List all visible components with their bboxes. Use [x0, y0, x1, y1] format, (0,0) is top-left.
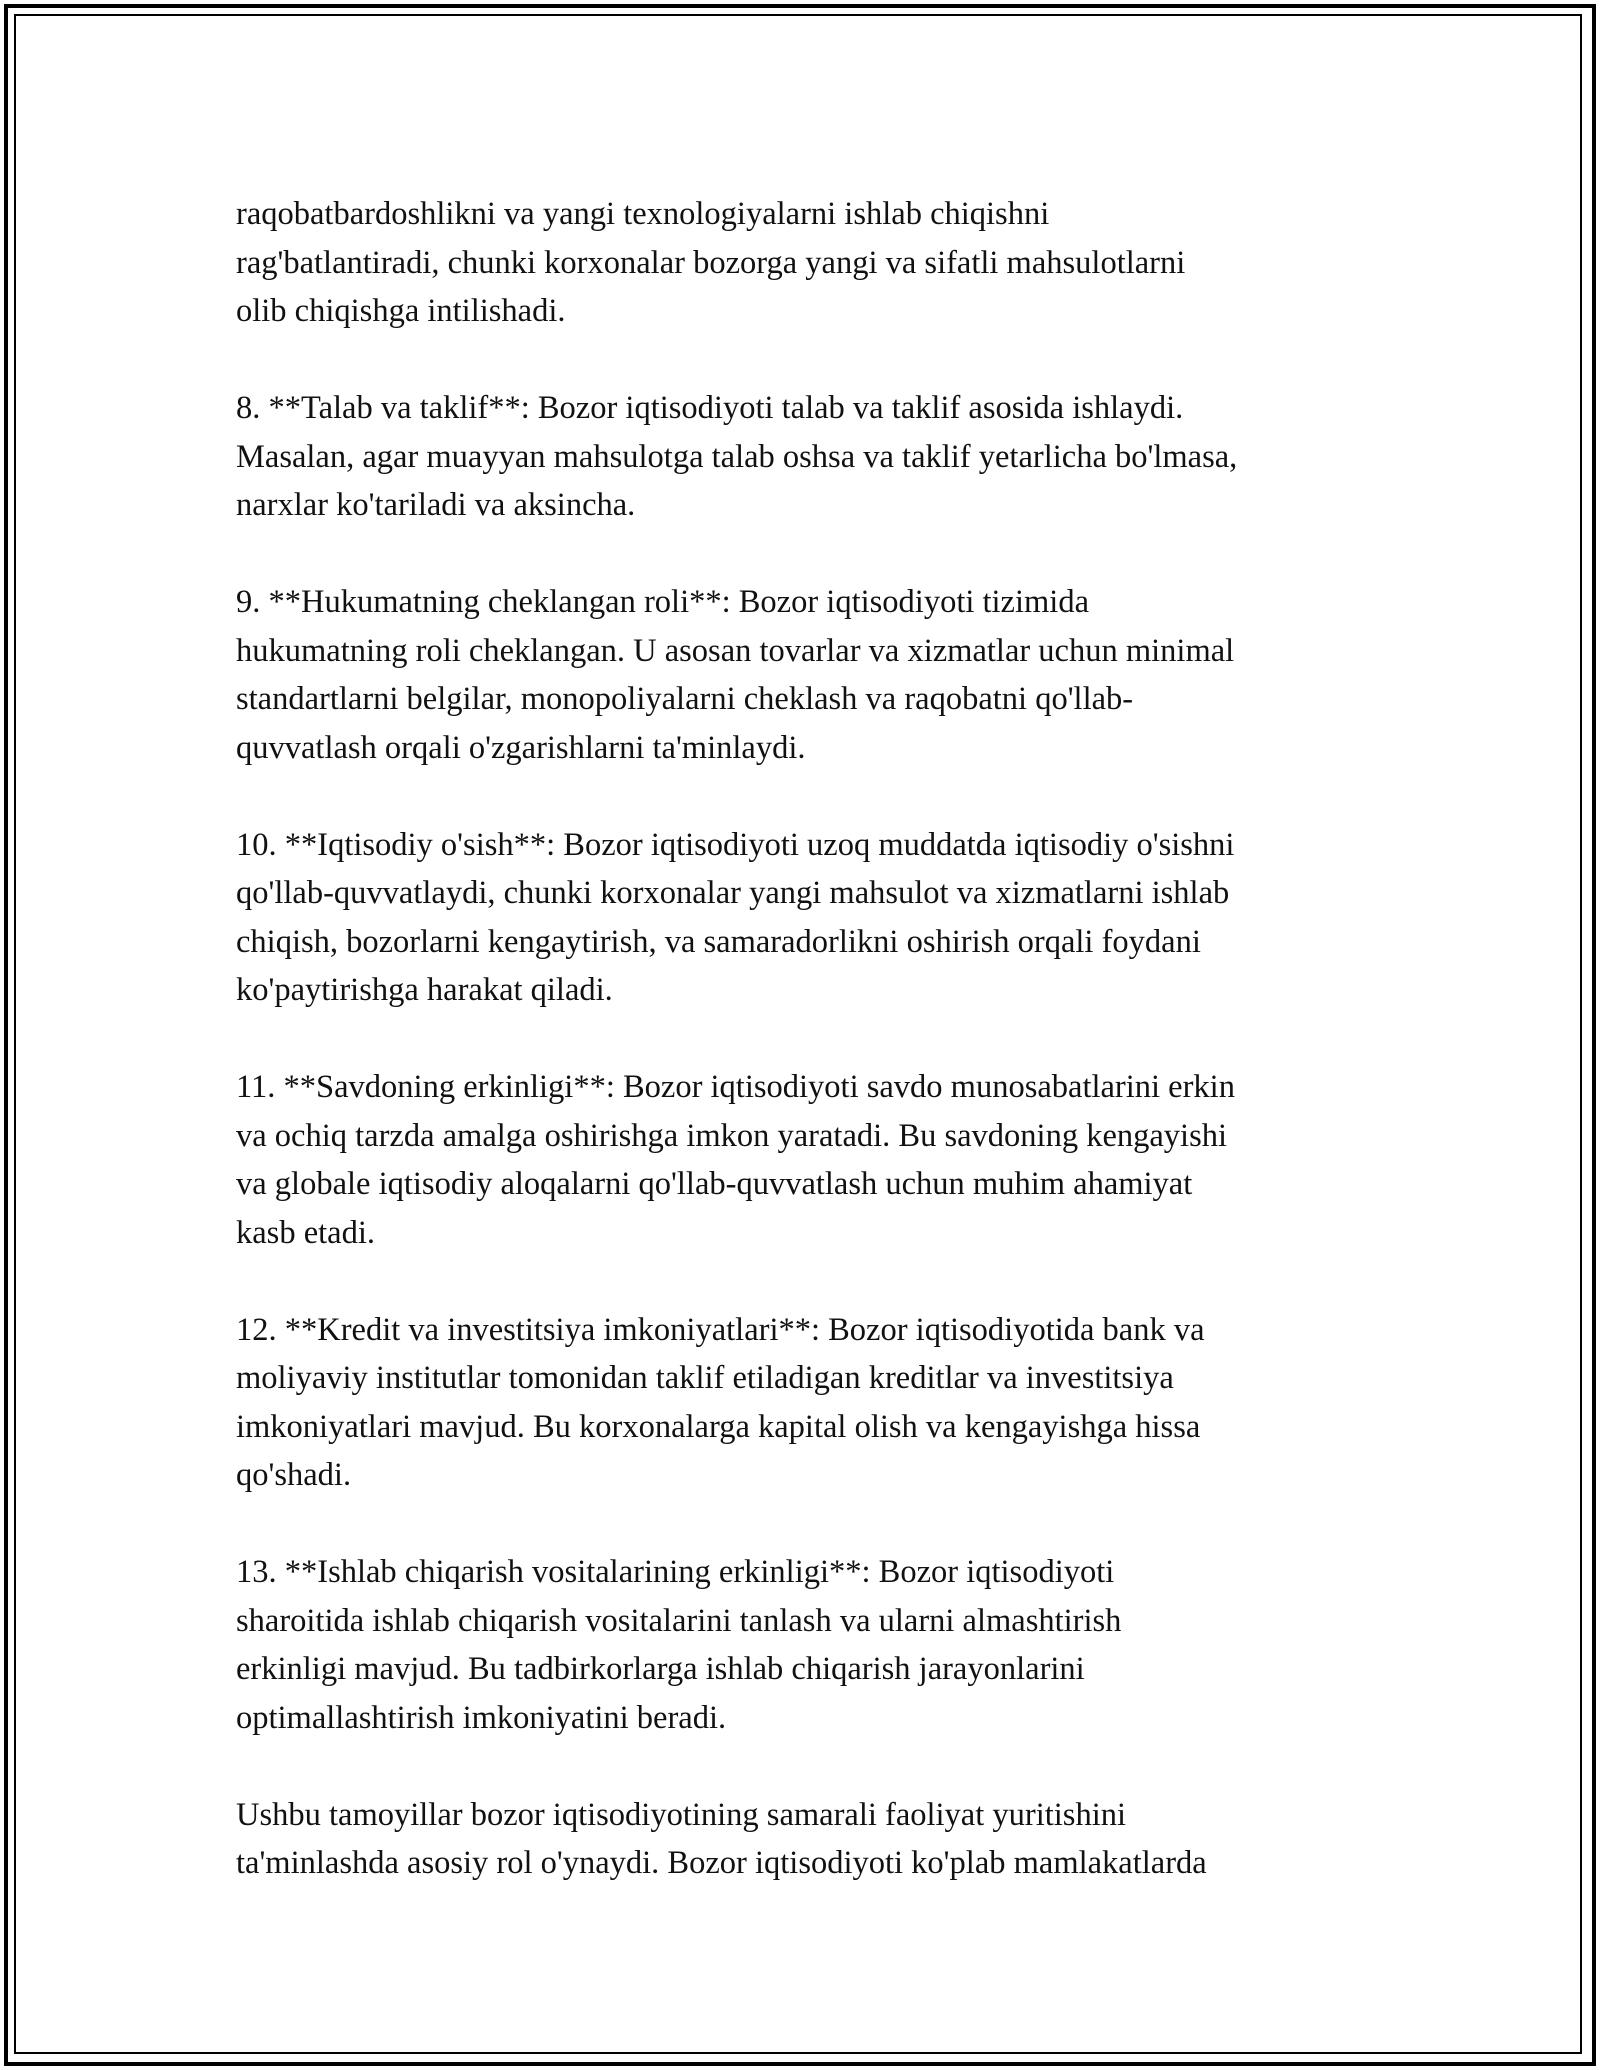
text-line: chiqish, bozorlarni kengaytirish, va samaradorlikni oshirish orqali foydani [236, 923, 1201, 960]
text-line: 9. **Hukumatning cheklangan roli**: Bozor iqtisodiyoti tizimida [236, 584, 1089, 620]
text-line: Masalan, agar muayyan mahsulotga talab oshsa va taklif yetarlicha bo'lmasa, [236, 438, 1238, 475]
text-line: imkoniyatlari mavjud. Bu korxonalarga kapital olish va kengayishga hissa [236, 1408, 1201, 1445]
text-line: hukumatning roli cheklangan. U asosan tovarlar va xizmatlar uchun minimal [236, 632, 1235, 669]
text-line: 13. **Ishlab chiqarish vositalarining erkinligi**: Bozor iqtisodiyoti [236, 1554, 1115, 1590]
text-line: sharoitida ishlab chiqarish vositalarini tanlash va ularni almashtirish [236, 1602, 1122, 1639]
paragraph-item-12 [236, 1306, 1396, 1500]
text-line: va ochiq tarzda amalga oshirishga imkon yaratadi. Bu savdoning kengayishi [236, 1117, 1227, 1154]
text-line: erkinligi mavjud. Bu tadbirkorlarga ishlab chiqarish jarayonlarini [236, 1651, 1085, 1687]
text-line: qo'shadi. [236, 1457, 352, 1493]
text-line: ko'paytirishga harakat qiladi. [236, 972, 613, 1008]
text-line: optimallashtirish imkoniyatini beradi. [236, 1699, 727, 1736]
text-line: rag'batlantiradi, chunki korxonalar bozorga yangi va sifatli mahsulotlarni [236, 244, 1186, 281]
text-line: va globale iqtisodiy aloqalarni qo'llab-quvvatlash uchun muhim ahamiyat [236, 1166, 1193, 1202]
text-line: kasb etadi. [236, 1214, 375, 1251]
document-body [236, 190, 1396, 1936]
text-line: Ushbu tamoyillar bozor iqtisodiyotining samarali faoliyat yuritishini [236, 1796, 1127, 1833]
text-line: 11. **Savdoning erkinligi**: Bozor iqtisodiyoti savdo munosabatlarini erkin [236, 1069, 1235, 1105]
text-line: ta'minlashda asosiy rol o'ynaydi. Bozor iqtisodiyoti ko'plab mamlakatlarda [236, 1845, 1207, 1881]
paragraph-item-11 [236, 1063, 1396, 1257]
text-line: qo'llab-quvvatlaydi, chunki korxonalar yangi mahsulot va xizmatlarni ishlab [236, 875, 1230, 911]
text-line: 8. **Talab va taklif**: Bozor iqtisodiyoti talab va taklif asosida ishlaydi. [236, 390, 1184, 426]
text-line: raqobatbardoshlikni va yangi texnologiyalarni ishlab chiqishni [236, 196, 1050, 232]
paragraph-intro-continuation [236, 190, 1396, 336]
text-line: olib chiqishga intilishadi. [236, 293, 566, 329]
text-line: 10. **Iqtisodiy o'sish**: Bozor iqtisodiyoti uzoq muddatda iqtisodiy o'sishni [236, 826, 1235, 863]
text-line: 12. **Kredit va investitsiya imkoniyatlari**: Bozor iqtisodiyotida bank va [236, 1311, 1205, 1348]
paragraph-conclusion [236, 1791, 1396, 1888]
paragraph-item-9 [236, 578, 1396, 772]
text-line: standartlarni belgilar, monopoliyalarni cheklash va raqobatni qo'llab- [236, 681, 1134, 717]
text-line: moliyaviy institutlar tomonidan taklif etiladigan kreditlar va investitsiya [236, 1360, 1174, 1396]
paragraph-item-8 [236, 384, 1396, 530]
paragraph-item-10 [236, 821, 1396, 1015]
text-line: quvvatlash orqali o'zgarishlarni ta'minlaydi. [236, 729, 806, 766]
text-line: narxlar ko'tariladi va aksincha. [236, 487, 636, 523]
paragraph-item-13 [236, 1548, 1396, 1742]
